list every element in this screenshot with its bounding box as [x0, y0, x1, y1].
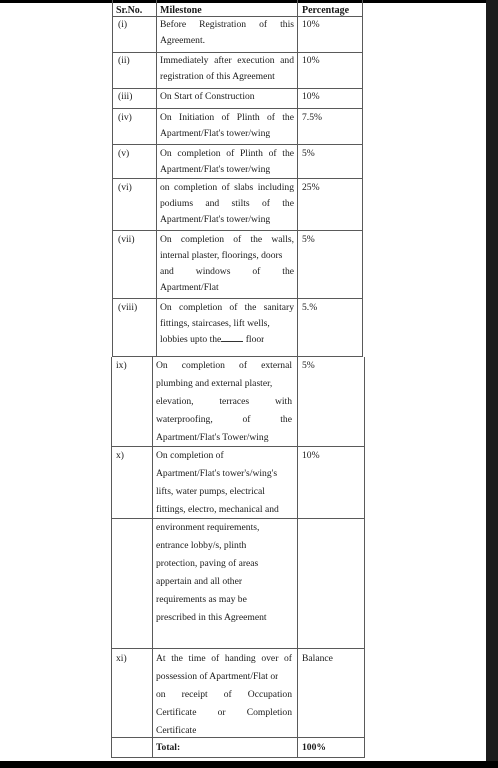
- grid-line-h: [112, 230, 363, 231]
- row-6-sr: (vi): [118, 182, 132, 193]
- grid-line-h: [112, 88, 363, 89]
- row-2-line-2: registration of this Agreement: [160, 71, 275, 82]
- row-1-sr: (i): [118, 19, 128, 30]
- row-11-line-4: appertain and all other: [156, 576, 243, 587]
- row-9-line-1: On completion of external: [156, 360, 292, 371]
- grid-line-h: [111, 446, 364, 447]
- row-11-line-3: protection, paving of areas: [156, 558, 259, 569]
- grid-line-h: [111, 518, 364, 519]
- row-7-line-4: Apartment/Flat: [160, 282, 219, 293]
- row-2-pct: 10%: [302, 55, 320, 66]
- row-6-pct: 25%: [302, 182, 320, 193]
- row-12-line-5: Certificate: [156, 725, 197, 736]
- row-7-line-3: and windows of the: [160, 266, 294, 277]
- row-9-line-3: elevation, terraces with: [156, 396, 292, 407]
- row-1-line-1: Before Registration of this: [160, 19, 294, 30]
- grid-line-h: [112, 52, 363, 53]
- row-12-line-1: At the time of handing over of: [156, 653, 292, 664]
- grid-line-v: [364, 357, 365, 758]
- row-5-line-1: On completion of Plinth of the: [160, 148, 294, 159]
- row-11-line-1: environment requirements,: [156, 522, 260, 533]
- row-5-sr: (v): [118, 148, 130, 159]
- total-pct: 100%: [302, 742, 326, 753]
- header-milestone: Milestone: [160, 5, 202, 16]
- scan-edge-right: [486, 0, 498, 768]
- row-8-line-1: On completion of the sanitary: [160, 302, 294, 313]
- grid-line-v: [156, 0, 157, 357]
- row-2-line-1: Immediately after execution and: [160, 55, 294, 66]
- row-7-pct: 5%: [302, 234, 315, 245]
- row-8-pct: 5.%: [302, 302, 318, 313]
- row-7-sr: (vii): [118, 234, 135, 245]
- row-6-line-2: podiums and stilts of the: [160, 198, 294, 209]
- row-5-line-2: Apartment/Flat's tower/wing: [160, 164, 271, 175]
- blank-floor-field: [221, 332, 243, 342]
- row-3-sr: (iii): [118, 91, 133, 102]
- row-8-sr: (viii): [118, 302, 138, 313]
- row-7-line-1: On completion of the walls,: [160, 234, 294, 245]
- grid-line-h: [112, 16, 363, 17]
- grid-line-h: [112, 144, 363, 145]
- row-1-pct: 10%: [302, 19, 320, 30]
- row-12-line-3: on receipt of Occupation: [156, 689, 292, 700]
- row-12-line-4: Certificate or Completion: [156, 707, 292, 718]
- row-12-pct: Balance: [302, 653, 333, 664]
- row-8-line-2: fittings, staircases, lift wells,: [160, 318, 270, 329]
- grid-line-h: [112, 108, 363, 109]
- row-11-line-6: prescribed in this Agreement: [156, 612, 267, 623]
- grid-line-v: [297, 357, 298, 758]
- grid-line-h: [111, 737, 364, 738]
- row-11-line-5: requirements as may be: [156, 594, 247, 605]
- row-9-line-5: Apartment/Flat's Tower/wing: [156, 432, 269, 443]
- row-7-line-2: internal plaster, floorings, doors: [160, 250, 283, 261]
- grid-line-h: [112, 178, 363, 179]
- grid-line-v: [297, 0, 298, 357]
- row-8-line-4: floor: [245, 334, 265, 345]
- row-2-sr: (ii): [118, 55, 130, 66]
- row-10-line-4: fittings, electro, mechanical and: [156, 504, 279, 515]
- header-percentage: Percentage: [302, 5, 350, 16]
- row-8-line-3-group: [160, 332, 264, 348]
- row-10-line-1: On completion of: [156, 450, 224, 461]
- row-10-sr: x): [116, 450, 124, 461]
- row-5-pct: 5%: [302, 148, 315, 159]
- header-sr-no: Sr.No.: [116, 5, 143, 16]
- row-12-line-2: possession of Apartment/Flat or: [156, 671, 279, 682]
- row-6-line-1: on completion of slabs including: [160, 182, 294, 193]
- row-10-line-3: lifts, water pumps, electrical: [156, 486, 265, 497]
- row-4-line-1: On Initiation of Plinth of the: [160, 112, 294, 123]
- grid-line-v: [152, 357, 153, 758]
- row-1-line-2: Agreement.: [160, 35, 206, 46]
- row-11-line-2: entrance lobby/s, plinth: [156, 540, 247, 551]
- total-label: Total:: [156, 742, 181, 753]
- row-8-line-3: lobbies upto the: [160, 334, 222, 345]
- row-9-sr: ix): [116, 360, 127, 371]
- row-10-pct: 10%: [302, 450, 320, 461]
- grid-line-h: [111, 757, 364, 758]
- grid-line-h: [112, 356, 363, 357]
- row-4-pct: 7.5%: [302, 112, 322, 123]
- row-4-sr: (iv): [118, 112, 132, 123]
- row-10-line-2: Apartment/Flat's tower's/wing's: [156, 468, 278, 479]
- row-3-pct: 10%: [302, 91, 320, 102]
- grid-line-v: [111, 357, 112, 758]
- grid-line-v: [112, 0, 113, 357]
- row-9-line-4: waterproofing, of the: [156, 414, 292, 425]
- grid-line-h: [111, 648, 364, 649]
- scan-edge-bottom: [0, 761, 498, 768]
- row-3-line-1: On Start of Construction: [160, 91, 255, 102]
- row-12-sr: xi): [116, 653, 127, 664]
- grid-line-h: [112, 298, 363, 299]
- row-9-pct: 5%: [302, 360, 315, 371]
- grid-line-v: [362, 0, 363, 357]
- row-4-line-2: Apartment/Flat's tower/wing: [160, 128, 271, 139]
- row-6-line-3: Apartment/Flat's tower/wing: [160, 214, 271, 225]
- row-9-line-2: plumbing and external plaster,: [156, 378, 273, 389]
- scan-edge-top: [0, 0, 498, 3]
